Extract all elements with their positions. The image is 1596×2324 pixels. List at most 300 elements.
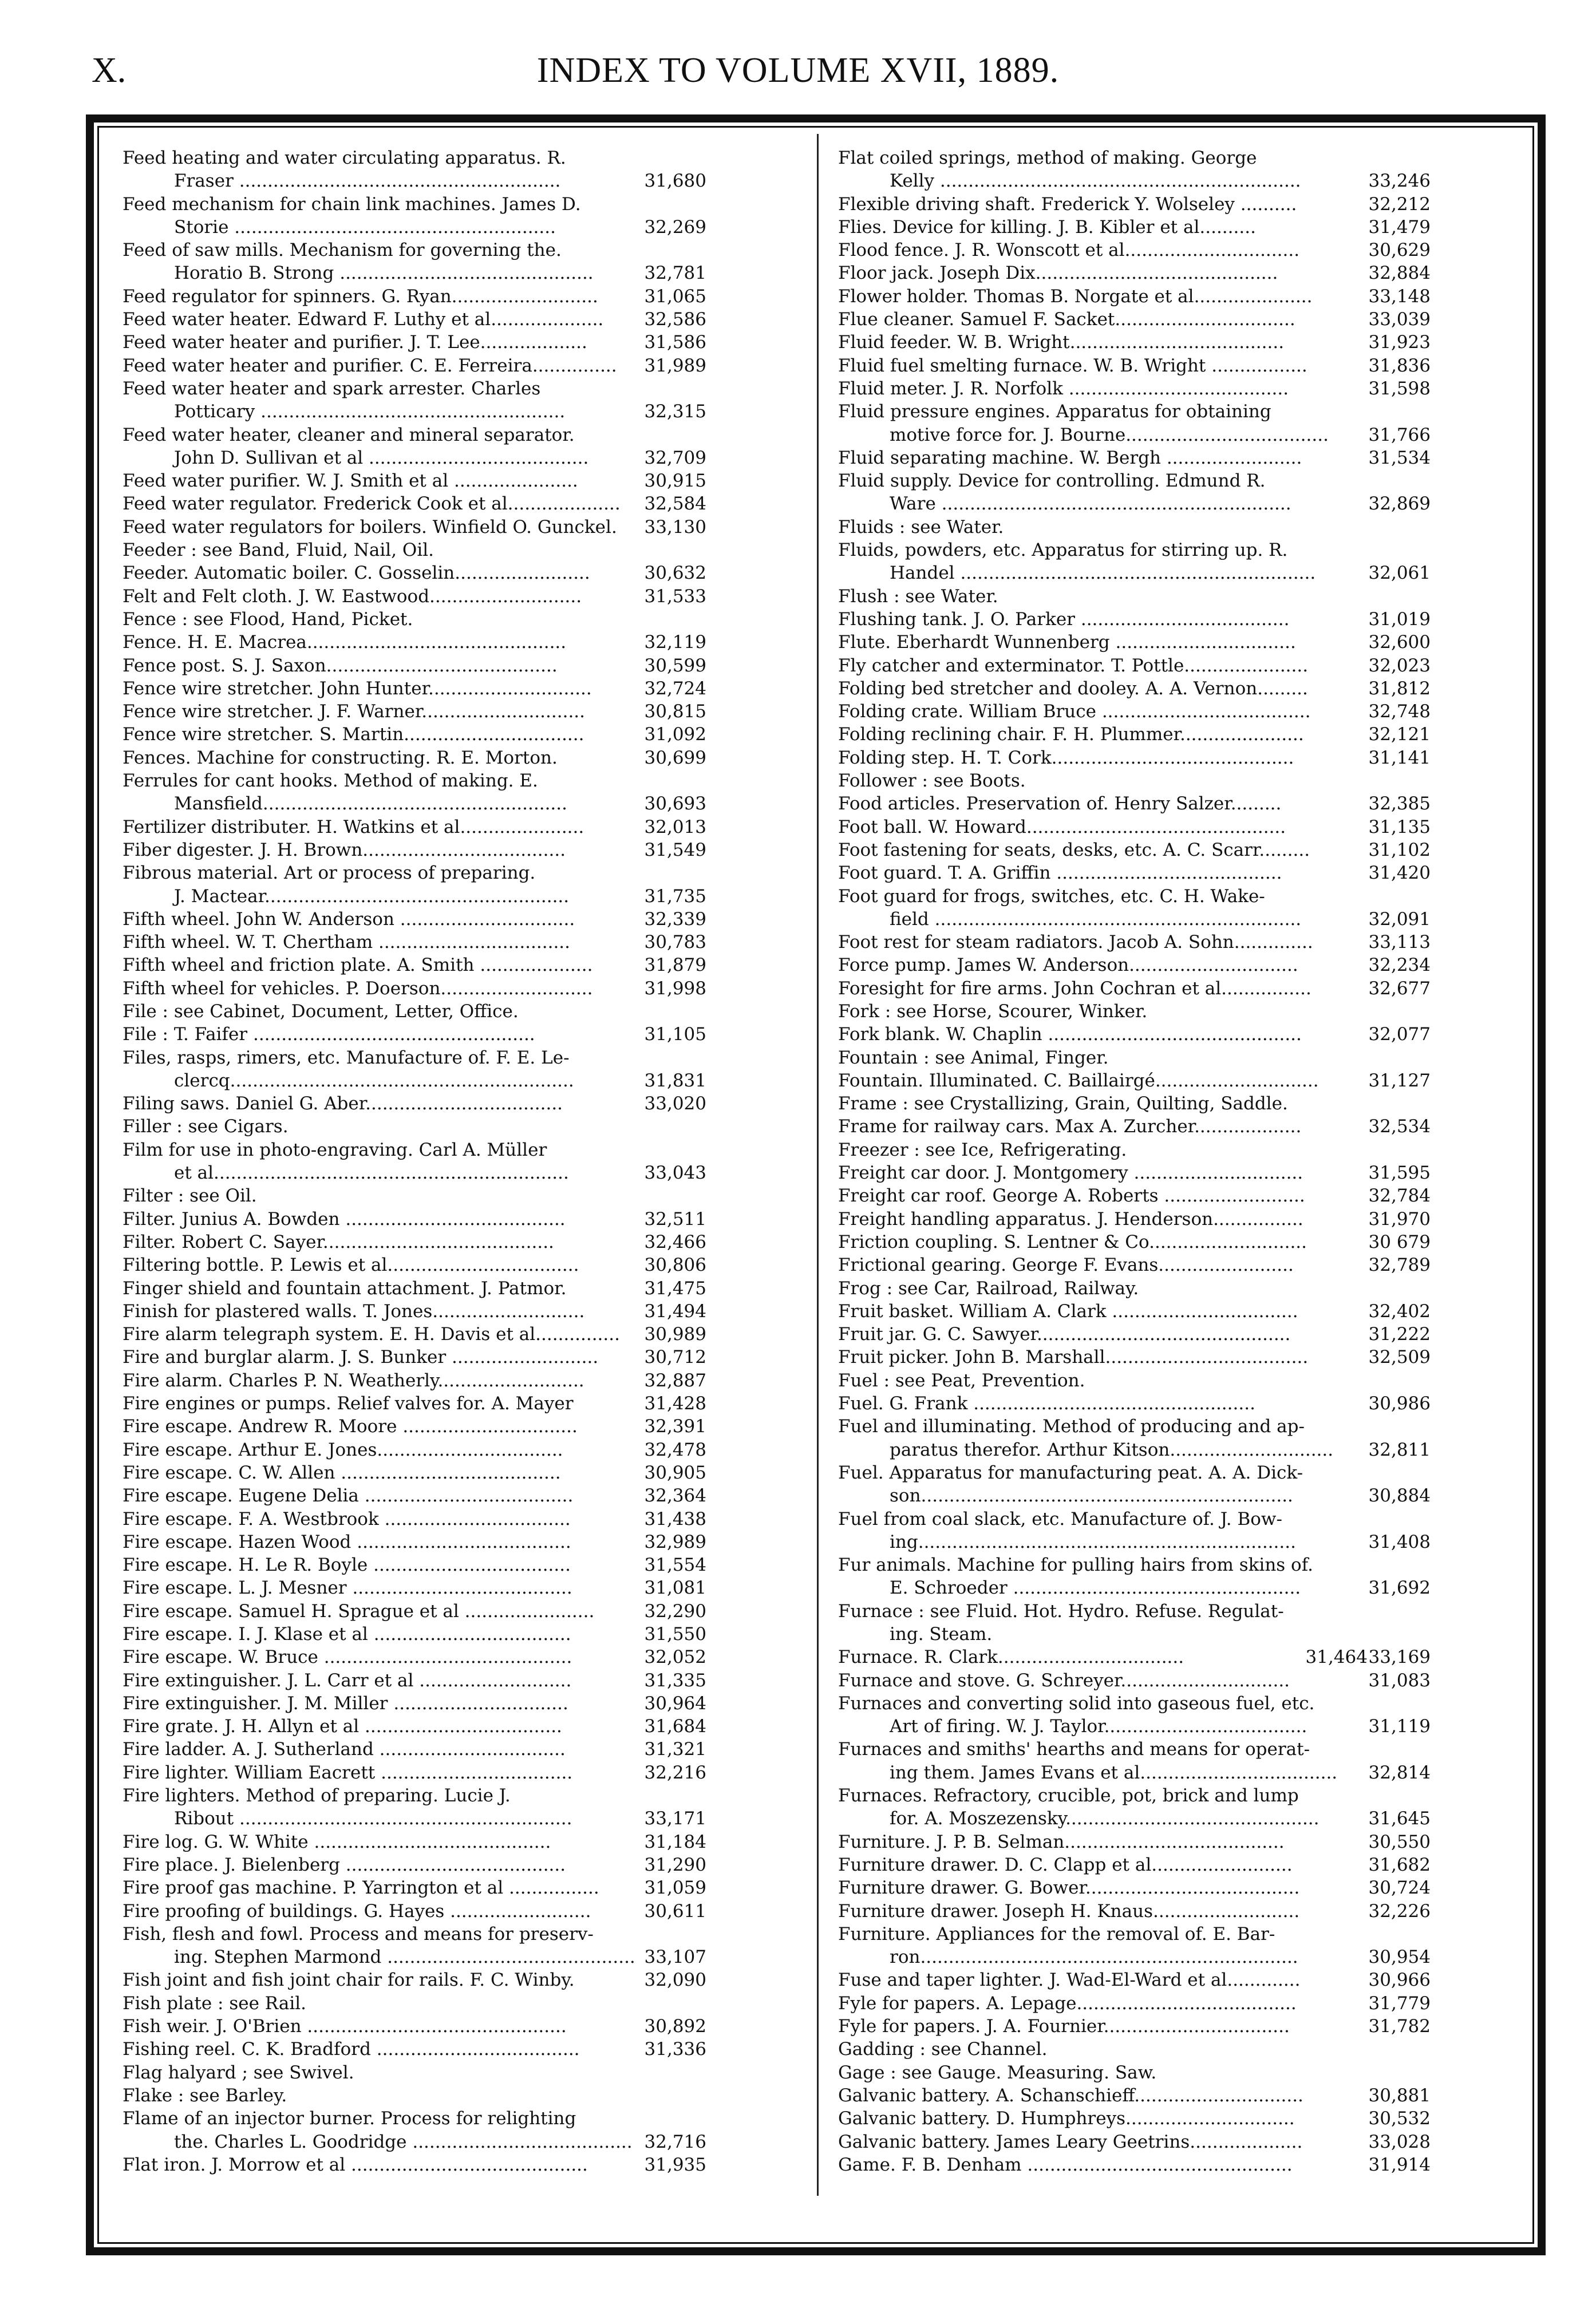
entry-number: 30,905	[644, 1462, 706, 1483]
entry-number: 32,269	[644, 216, 706, 238]
index-entry	[838, 1277, 1431, 1300]
entry-text: Feed water purifier. W. J. Smith et al ......................	[123, 471, 578, 492]
entry-number: 31,935	[644, 2154, 706, 2175]
entry-number: 31,923	[1368, 332, 1431, 353]
entry-number: 31,680	[644, 171, 706, 192]
entry-number: 30,986	[1368, 1393, 1431, 1414]
entry-text: Fuse and taper lighter. J. Wad-El-Ward et al.............	[838, 1970, 1301, 1991]
entry-number: 31,549	[644, 839, 706, 860]
entry-text: Filtering bottle. P. Lewis et al..................................	[123, 1255, 579, 1276]
entry-number: 31,682	[1368, 1854, 1431, 1875]
index-entry	[123, 377, 706, 400]
entry-number: 32,315	[644, 401, 706, 422]
entry-text: Fire escape. L. J. Mesner .......................................	[123, 1578, 572, 1599]
entry-text: Furniture. J. P. B. Selman.......................................	[838, 1831, 1285, 1852]
entry-number: 33,148	[1368, 286, 1431, 307]
index-entry	[123, 1323, 706, 1346]
index-entry	[838, 1784, 1431, 1807]
index-entry	[123, 354, 706, 377]
entry-text: Fire escape. Samuel H. Sprague et al .......................	[123, 1600, 595, 1622]
index-entry	[123, 631, 706, 654]
index-entry	[838, 1392, 1431, 1415]
entry-number: 31,779	[1368, 1993, 1431, 2014]
entry-number: 32,090	[644, 1970, 706, 1991]
entry-text: Fertilizer distributer. H. Watkins et al......................	[123, 816, 584, 837]
entry-text: Furnaces and converting solid into gaseous fuel, etc.	[838, 1693, 1315, 1714]
index-entry	[838, 1208, 1431, 1231]
index-entry	[838, 839, 1431, 861]
entry-number: 30,806	[644, 1255, 706, 1276]
index-entry	[838, 700, 1431, 723]
entry-text: Fire escape. Hazen Wood ......................................	[123, 1531, 571, 1552]
index-entry	[838, 1184, 1431, 1207]
index-entry	[123, 516, 706, 539]
index-entry	[838, 169, 1431, 192]
entry-text: Foot rest for steam radiators. Jacob A. Sohn..............	[838, 932, 1313, 953]
entry-number: 31,105	[644, 1024, 706, 1045]
entry-text: Fraser .........................................................	[174, 171, 561, 192]
entry-number: 31,135	[1368, 816, 1431, 837]
entry-number: 31,081	[644, 1578, 706, 1599]
entry-number: 32,339	[644, 908, 706, 930]
entry-number: 32,789	[1368, 1255, 1431, 1276]
entry-text: Fluids : see Water.	[838, 516, 1004, 537]
entry-text: Feed water heater. Edward F. Luthy et al....................	[123, 309, 604, 330]
entry-number: 33,020	[644, 1093, 706, 1114]
entry-text: Filler : see Cigars.	[123, 1116, 289, 1137]
index-entry	[123, 885, 706, 908]
entry-text: Galvanic battery. D. Humphreys..............................	[838, 2108, 1295, 2129]
index-entry	[123, 1876, 706, 1899]
entry-text: Fire escape. Arthur E. Jones.................................	[123, 1439, 563, 1460]
entry-text: Frictional gearing. George F. Evans........................	[838, 1255, 1294, 1276]
index-entry	[838, 769, 1431, 792]
index-entry	[838, 1369, 1431, 1392]
entry-text: Ribout ...........................................................	[174, 1808, 572, 1829]
entry-number: 33,169	[1368, 1647, 1431, 1668]
entry-number: 31,550	[644, 1624, 706, 1645]
entry-text: Fyle for papers. A. Lepage.......................................	[838, 1993, 1297, 2014]
entry-text: Force pump. James W. Anderson..............................	[838, 955, 1298, 976]
entry-text: Fences. Machine for constructing. R. E. Morton.	[123, 747, 558, 768]
entry-number: 31,321	[644, 1739, 706, 1760]
index-entry	[838, 1415, 1431, 1438]
entry-text: Fuel : see Peat, Prevention.	[838, 1370, 1085, 1391]
entry-number: 32,748	[1368, 701, 1431, 722]
entry-number: 30,915	[644, 471, 706, 492]
index-entry	[838, 516, 1431, 539]
index-entry	[838, 677, 1431, 700]
entry-text: the. Charles L. Goodridge .......................................	[174, 2131, 633, 2152]
index-entry	[123, 1576, 706, 1599]
index-entry	[838, 908, 1431, 931]
entry-text: Fifth wheel. John W. Anderson ...............................	[123, 908, 575, 930]
entry-text: Freight car door. J. Montgomery ..............................	[838, 1163, 1303, 1184]
index-entry	[838, 1508, 1431, 1531]
entry-number: 31,127	[1368, 1070, 1431, 1091]
entry-number: 32,061	[1368, 563, 1431, 584]
entry-text: Friction coupling. S. Lentner & Co............................	[838, 1231, 1307, 1252]
entry-number: 30,966	[1368, 1970, 1431, 1991]
index-entry	[838, 1761, 1431, 1784]
index-entry	[123, 1346, 706, 1369]
entry-number: 32,724	[644, 678, 706, 699]
entry-text: Feed water regulator. Frederick Cook et al....................	[123, 493, 621, 515]
entry-text: Filter : see Oil.	[123, 1185, 257, 1207]
entry-number: 31,428	[644, 1393, 706, 1414]
entry-text: Fluids, powders, etc. Apparatus for stirring up. R.	[838, 540, 1288, 561]
index-entry	[838, 1853, 1431, 1876]
entry-text: Filter. Junius A. Bowden .......................................	[123, 1208, 566, 1230]
index-entry	[838, 723, 1431, 746]
index-entry	[838, 2038, 1431, 2061]
index-entry	[838, 562, 1431, 584]
entry-text: Fire grate. J. H. Allyn et al ...................................	[123, 1716, 562, 1737]
index-entry	[838, 1669, 1431, 1692]
entry-number: 30,884	[1368, 1485, 1431, 1507]
entry-number: 32,364	[644, 1485, 706, 1507]
index-entry	[123, 1300, 706, 1323]
index-entry	[838, 1946, 1431, 1969]
entry-number: 32,091	[1368, 908, 1431, 930]
entry-number: 32,709	[644, 447, 706, 468]
index-entry	[838, 1738, 1431, 1761]
entry-number: 31,836	[1368, 355, 1431, 376]
index-entry	[838, 377, 1431, 400]
entry-number: 31,989	[644, 355, 706, 376]
page-border	[86, 114, 1546, 2255]
index-entry	[838, 2015, 1431, 2038]
entry-text: Furnaces and smiths' hearths and means for operat-	[838, 1739, 1310, 1760]
index-entry	[838, 792, 1431, 815]
entry-text: Furniture drawer. Joseph H. Knaus..........................	[838, 1900, 1300, 1922]
entry-text: Fire alarm telegraph system. E. H. Davis et al...............	[123, 1324, 620, 1345]
entry-number: 31,970	[1368, 1208, 1431, 1230]
entry-number: 32,716	[644, 2131, 706, 2152]
entry-text: Fluid meter. J. R. Norfolk .......................................	[838, 378, 1289, 399]
entry-text: Fork blank. W. Chaplin .............................................	[838, 1024, 1302, 1045]
entry-text: Furnace. R. Clark.................................	[838, 1647, 1184, 1668]
index-entry	[123, 239, 706, 262]
entry-number: 30,532	[1368, 2108, 1431, 2129]
entry-text: Fuel and illuminating. Method of producing and ap-	[838, 1416, 1305, 1437]
entry-text: Flushing tank. J. O. Parker .....................................	[838, 608, 1290, 630]
entry-text: Furniture. Appliances for the removal of. E. Bar-	[838, 1923, 1275, 1944]
entry-number: 31,092	[644, 724, 706, 745]
index-entry	[123, 2131, 706, 2153]
entry-text: Fire escape. C. W. Allen .......................................	[123, 1462, 561, 1483]
index-entry	[123, 469, 706, 492]
index-entry	[838, 1161, 1431, 1184]
entry-text: Feed water heater and purifier. J. T. Lee...................	[123, 332, 587, 353]
index-entry	[123, 1623, 706, 1646]
entry-text: Folding bed stretcher and dooley. A. A. Vernon.........	[838, 678, 1308, 699]
entry-number: 32,811	[1368, 1439, 1431, 1460]
entry-text: Feed heating and water circulating apparatus. R.	[123, 148, 566, 168]
entry-number: 32,023	[1368, 655, 1431, 676]
entry-number: 32,052	[644, 1647, 706, 1668]
index-entry	[123, 1508, 706, 1531]
entry-number: 31,059	[644, 1878, 706, 1899]
index-entry	[838, 1900, 1431, 1923]
entry-text: Potticary ......................................................	[174, 401, 566, 422]
entry-text: Frame : see Crystallizing, Grain, Quilting, Saddle.	[838, 1093, 1288, 1114]
entry-text: field .................................................................	[890, 908, 1302, 930]
entry-number: 33,246	[1368, 171, 1431, 192]
entry-number: 32,013	[644, 816, 706, 837]
entry-number: 33,107	[644, 1947, 706, 1968]
entry-number: 32,884	[1368, 263, 1431, 284]
entry-text: Fuel. Apparatus for manufacturing peat. A. A. Dick-	[838, 1462, 1303, 1483]
page-title: INDEX TO VOLUME XVII, 1889.	[536, 51, 1060, 90]
index-entry	[123, 1969, 706, 1991]
index-entry	[838, 631, 1431, 654]
index-entry	[123, 2061, 706, 2084]
entry-number: 30,954	[1368, 1947, 1431, 1968]
index-entry	[838, 1254, 1431, 1276]
index-entry	[838, 2107, 1431, 2130]
entry-text: Fish plate : see Rail.	[123, 1993, 307, 2014]
entry-text: Flush : see Water.	[838, 586, 998, 607]
index-entry	[123, 285, 706, 308]
entry-text: Freight car roof. George A. Roberts .........................	[838, 1185, 1305, 1207]
entry-text: Fountain : see Animal, Finger.	[838, 1047, 1109, 1068]
entry-text: Feed water heater and purifier. C. E. Ferreira...............	[123, 355, 617, 376]
index-entry	[123, 2015, 706, 2038]
entry-number: 31,065	[644, 286, 706, 307]
entry-text: Feeder. Automatic boiler. C. Gosselin........................	[123, 563, 590, 584]
index-entry	[123, 1484, 706, 1507]
index-entry	[838, 1692, 1431, 1715]
entry-number: 31,554	[644, 1555, 706, 1576]
entry-text: Floor jack. Joseph Dix...........................................	[838, 263, 1278, 284]
index-entry	[123, 1208, 706, 1231]
entry-text: Fruit jar. G. C. Sawyer.............................................	[838, 1324, 1291, 1345]
entry-number: 33,171	[644, 1808, 706, 1829]
index-entry	[123, 746, 706, 769]
entry-text: Flower holder. Thomas B. Norgate et al.....................	[838, 286, 1313, 307]
entry-number: 32,077	[1368, 1024, 1431, 1045]
entry-text: File : see Cabinet, Document, Letter, Office.	[123, 1001, 519, 1022]
entry-text: Fyle for papers. J. A. Fournier.................................	[838, 2016, 1290, 2037]
entry-text: son..................................................................	[890, 1485, 1293, 1507]
entry-number: 32,869	[1368, 493, 1431, 515]
index-entry	[838, 2131, 1431, 2153]
entry-text: Foresight for fire arms. John Cochran et al................	[838, 978, 1311, 999]
index-entry	[838, 147, 1431, 169]
index-entry	[123, 492, 706, 515]
index-entry	[123, 816, 706, 839]
entry-number: 31,222	[1368, 1324, 1431, 1345]
entry-number: 31,831	[644, 1070, 706, 1091]
entry-text: E. Schroeder ...................................................	[890, 1578, 1301, 1599]
entry-text: Fruit picker. John B. Marshall....................................	[838, 1347, 1309, 1368]
entry-number: 31,998	[644, 978, 706, 999]
index-entry	[123, 1115, 706, 1138]
entry-number: 32,887	[644, 1370, 706, 1391]
column-divider	[817, 134, 819, 2196]
entry-text: Files, rasps, rimers, etc. Manufacture of. F. E. Le-	[123, 1047, 570, 1068]
index-entry	[123, 1946, 706, 1969]
entry-number: 30,629	[1368, 240, 1431, 261]
index-entry	[123, 1831, 706, 1853]
entry-text: Fruit basket. William A. Clark .................................	[838, 1301, 1298, 1322]
entry-number: 31,420	[1368, 863, 1431, 884]
entry-text: Flake : see Barley.	[123, 2085, 287, 2106]
index-entry	[838, 1531, 1431, 1554]
entry-text: Fire log. G. W. White ..........................................	[123, 1831, 551, 1852]
entry-number: 32,391	[644, 1416, 706, 1437]
index-entry	[123, 1761, 706, 1784]
index-entry	[838, 1000, 1431, 1023]
index-entry	[123, 446, 706, 469]
index-entry	[123, 608, 706, 631]
entry-number: 30,964	[644, 1693, 706, 1714]
entry-number: 31,598	[1368, 378, 1431, 399]
entry-number: 31,766	[1368, 424, 1431, 445]
index-entry	[123, 331, 706, 354]
page-number: X.	[92, 51, 127, 90]
entry-number: 31,335	[644, 1670, 706, 1691]
index-entry	[123, 1277, 706, 1300]
index-entry	[838, 1992, 1431, 2015]
entry-text: J. Mactear......................................................	[174, 886, 570, 907]
index-entry	[838, 216, 1431, 239]
entry-text: Feed water heater and spark arrester. Charles	[123, 378, 541, 399]
entry-text: Furnace and stove. G. Schreyer..............................	[838, 1670, 1290, 1691]
index-entry	[838, 424, 1431, 446]
index-entry	[838, 1923, 1431, 1946]
entry-number: 30,599	[644, 655, 706, 676]
entry-number: 30 679	[1368, 1231, 1431, 1252]
entry-text: Fire lighter. William Eacrett ..................................	[123, 1762, 573, 1783]
entry-text: Folding step. H. T. Cork...........................................	[838, 747, 1294, 768]
index-entry	[123, 193, 706, 216]
entry-number: 32,216	[644, 1762, 706, 1783]
entry-number: 32,586	[644, 309, 706, 330]
entry-number: 32,511	[644, 1208, 706, 1230]
entry-text: Foot fastening for seats, desks, etc. A. C. Scarr.........	[838, 839, 1310, 860]
entry-text: Film for use in photo-engraving. Carl A. Müller	[123, 1139, 547, 1160]
entry-text: Flat coiled springs, method of making. George	[838, 148, 1257, 168]
entry-text: Finger shield and fountain attachment. J. Patmor.	[123, 1278, 567, 1299]
index-entry	[838, 1969, 1431, 1991]
entry-text: Filter. Robert C. Sayer.........................................	[123, 1231, 554, 1252]
entry-text: Furnace : see Fluid. Hot. Hydro. Refuse. Regulat-	[838, 1600, 1284, 1622]
entry-text: Fence. H. E. Macrea..............................................	[123, 632, 567, 653]
index-entry	[123, 1161, 706, 1184]
index-entry	[838, 1876, 1431, 1899]
entry-text: John D. Sullivan et al .......................................	[174, 447, 589, 468]
index-entry	[123, 2153, 706, 2176]
index-entry	[838, 654, 1431, 677]
entry-text: Fire lighters. Method of preparing. Lucie J.	[123, 1785, 511, 1807]
entry-text: Flies. Device for killing. J. B. Kibler et al..........	[838, 216, 1256, 238]
entry-number: 30,724	[1368, 1878, 1431, 1899]
index-entry	[123, 954, 706, 977]
entry-text: Foot guard for frogs, switches, etc. C. H. Wake-	[838, 886, 1265, 907]
entry-text: Ferrules for cant hooks. Method of making. E.	[123, 770, 538, 792]
index-entry	[123, 1461, 706, 1484]
entry-text: Fur animals. Machine for pulling hairs from skins of.	[838, 1555, 1313, 1576]
index-entry	[838, 1069, 1431, 1092]
entry-number: 32,212	[1368, 193, 1431, 215]
entry-number: 31,735	[644, 886, 706, 907]
entry-number: 30,699	[644, 747, 706, 768]
index-entry	[838, 492, 1431, 515]
entry-text: Fifth wheel. W. T. Chertham ..................................	[123, 932, 571, 953]
entry-text: Art of firing. W. J. Taylor....................................	[890, 1716, 1307, 1737]
entry-number: 31,290	[644, 1854, 706, 1875]
entry-number: 31,782	[1368, 2016, 1431, 2037]
entry-text: Ware ..............................................................	[890, 493, 1291, 515]
entry-text: Flame of an injector burner. Process for relighting	[123, 2108, 576, 2129]
index-entry	[838, 1461, 1431, 1484]
index-entry	[838, 1554, 1431, 1576]
index-entry	[838, 1046, 1431, 1069]
entry-text: File : T. Faifer ..................................................	[123, 1024, 535, 1045]
index-entry	[123, 1669, 706, 1692]
index-entry	[123, 1807, 706, 1830]
entry-number-secondary: 31,464	[1305, 1647, 1368, 1668]
entry-text: Fire and burglar alarm. J. S. Bunker ..........................	[123, 1347, 599, 1368]
entry-number: 30,783	[644, 932, 706, 953]
entry-text: Flute. Eberhardt Wunnenberg ................................	[838, 632, 1296, 653]
index-entry	[123, 1069, 706, 1092]
index-entry	[838, 1231, 1431, 1254]
entry-number: 32,226	[1368, 1900, 1431, 1922]
index-entry	[838, 1623, 1431, 1646]
entry-text: Fire escape. F. A. Westbrook .................................	[123, 1508, 571, 1529]
index-entry	[123, 1992, 706, 2015]
entry-number: 33,113	[1368, 932, 1431, 953]
index-entry	[838, 2084, 1431, 2107]
index-entry	[123, 2084, 706, 2107]
index-entry	[123, 677, 706, 700]
index-entry	[123, 1139, 706, 1161]
entry-number: 31,336	[644, 2039, 706, 2060]
entry-text: paratus therefor. Arthur Kitson.............................	[890, 1439, 1334, 1460]
entry-text: Freezer : see Ice, Refrigerating.	[838, 1139, 1127, 1160]
index-entry	[838, 816, 1431, 839]
entry-text: Foot guard. T. A. Griffin ........................................	[838, 863, 1282, 884]
entry-text: Fire alarm. Charles P. N. Weatherly..........................	[123, 1370, 584, 1391]
index-entry	[838, 1807, 1431, 1830]
index-entry	[838, 608, 1431, 631]
index-entry	[123, 1853, 706, 1876]
index-entry	[123, 1046, 706, 1069]
entry-text: Fish, flesh and fowl. Process and means for preserv-	[123, 1923, 594, 1944]
entry-text: Fish weir. J. O'Brien ..............................................	[123, 2016, 567, 2037]
index-entry	[123, 792, 706, 815]
entry-text: ing. Steam.	[890, 1624, 993, 1645]
index-entry	[123, 400, 706, 423]
entry-number: 31,534	[1368, 447, 1431, 468]
index-entry	[123, 1715, 706, 1738]
entry-text: Fire escape. I. J. Klase et al ...................................	[123, 1624, 571, 1645]
index-entry	[838, 1115, 1431, 1138]
entry-text: Mansfield......................................................	[174, 793, 567, 815]
entry-text: Fire escape. H. Le R. Boyle ...................................	[123, 1555, 571, 1576]
index-entry	[838, 1646, 1431, 1669]
entry-number: 32,290	[644, 1600, 706, 1622]
entry-number: 31,438	[644, 1508, 706, 1529]
entry-text: Fishing reel. C. K. Bradford ....................................	[123, 2039, 580, 2060]
entry-number: 33,043	[644, 1163, 706, 1184]
entry-number: 31,083	[1368, 1670, 1431, 1691]
entry-text: ing...................................................................	[890, 1531, 1296, 1552]
entry-text: Fluid separating machine. W. Bergh ........................	[838, 447, 1302, 468]
